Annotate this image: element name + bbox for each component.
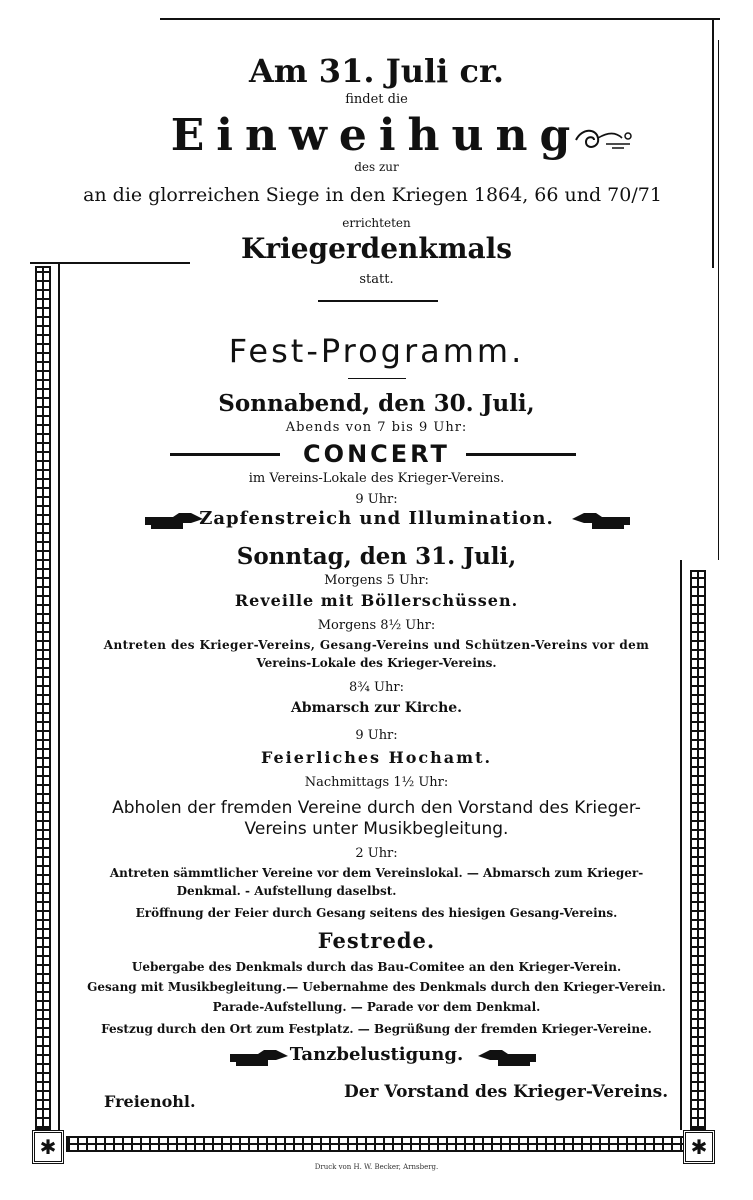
saturday-time2: 9 Uhr: [355,492,398,507]
findet-die: findet die [345,92,408,107]
eroeffnung: Eröffnung der Feier durch Gesang seitens des hiesigen Gesang-Vereins. [135,906,618,920]
bottom-border-strip [66,1136,690,1152]
saturday-time1: Abends von 7 bis 9 Uhr: [285,420,468,435]
pointing-hand-icon [570,511,632,531]
occasion-line: an die glorreichen Siege in den Kriegen 1864, 66 und 70/71 [83,184,662,206]
sunday-time3: 8¾ Uhr: [349,680,404,695]
sunday-time5: Nachmittags 1½ Uhr: [304,775,449,790]
zapfenstreich: Zapfenstreich und Illumination. [199,508,554,529]
hochamt: Feierliches Hochamt. [260,748,493,767]
festrede: Festrede. [317,928,436,953]
date-line: Am 31. Juli cr. [248,52,505,90]
einweihung-heading: Einweihung [170,110,583,161]
errichteten: errichteten [342,216,411,230]
antreten-line1: Antreten des Krieger-Vereins, Gesang-Vereins und Schützen-Vereins vor dem [103,638,650,652]
monument-heading: Kriegerdenkmals [240,232,512,265]
abmarsch-kirche: Abmarsch zur Kirche. [290,700,463,716]
antreten-line2: Vereins-Lokale des Krieger-Vereins. [256,656,497,670]
parade: Parade-Aufstellung. — Parade vor dem Denkmal. [212,1000,541,1014]
sunday-day: Sonntag, den 31. Juli, [236,543,517,570]
tanzbelustigung: Tanzbelustigung. [289,1044,464,1065]
antreten-saemmtlicher-line2: Denkmal. - Aufstellung daselbst. [176,884,397,898]
concert-heading: CONCERT [303,440,450,468]
abholen-line1: Abholen der fremden Vereine durch den Vorstand des Krieger- [112,798,641,818]
flourish-icon [572,124,634,160]
abholen-line2: Vereins unter Musikbegleitung. [244,819,509,839]
sunday-time1: Morgens 5 Uhr: [324,573,429,588]
signature: Der Vorstand des Krieger-Vereins. [344,1082,669,1102]
concert-location: im Vereins-Lokale des Krieger-Vereins. [248,471,505,486]
header-divider [318,300,438,302]
des-zur: des zur [354,160,399,174]
place: Freienohl. [104,1092,196,1111]
printer-line: Druck von H. W. Becker, Arnsberg. [314,1163,439,1171]
sunday-time4: 9 Uhr: [355,728,398,743]
program-title: Fest-Programm. [228,332,525,370]
pointing-hand-icon [476,1048,538,1068]
festzug: Festzug durch den Ort zum Festplatz. — Begrüßung der fremden Krieger-Vereine. [101,1022,652,1036]
antreten-saemmtlicher-line1: Antreten sämmtlicher Vereine vor dem Vereinslokal. — Abmarsch zum Krieger- [109,866,644,880]
sunday-time2: Morgens 8½ Uhr: [317,618,436,633]
reveille: Reveille mit Böllerschüssen. [234,591,519,610]
statt: statt. [359,272,394,287]
sunday-time6: 2 Uhr: [355,846,398,861]
saturday-day: Sonnabend, den 30. Juli, [218,390,535,417]
gesang-musik: Gesang mit Musikbegleitung.— Uebernahme des Denkmals durch den Krieger-Verein. [87,980,666,994]
uebergabe: Uebergabe des Denkmals durch das Bau-Comitee an den Krieger-Verein. [131,960,622,974]
title-divider [348,378,406,379]
frame-top-line [160,18,720,20]
asterisk-corner-icon: ✱ [32,1130,64,1164]
asterisk-corner-icon: ✱ [683,1130,715,1164]
